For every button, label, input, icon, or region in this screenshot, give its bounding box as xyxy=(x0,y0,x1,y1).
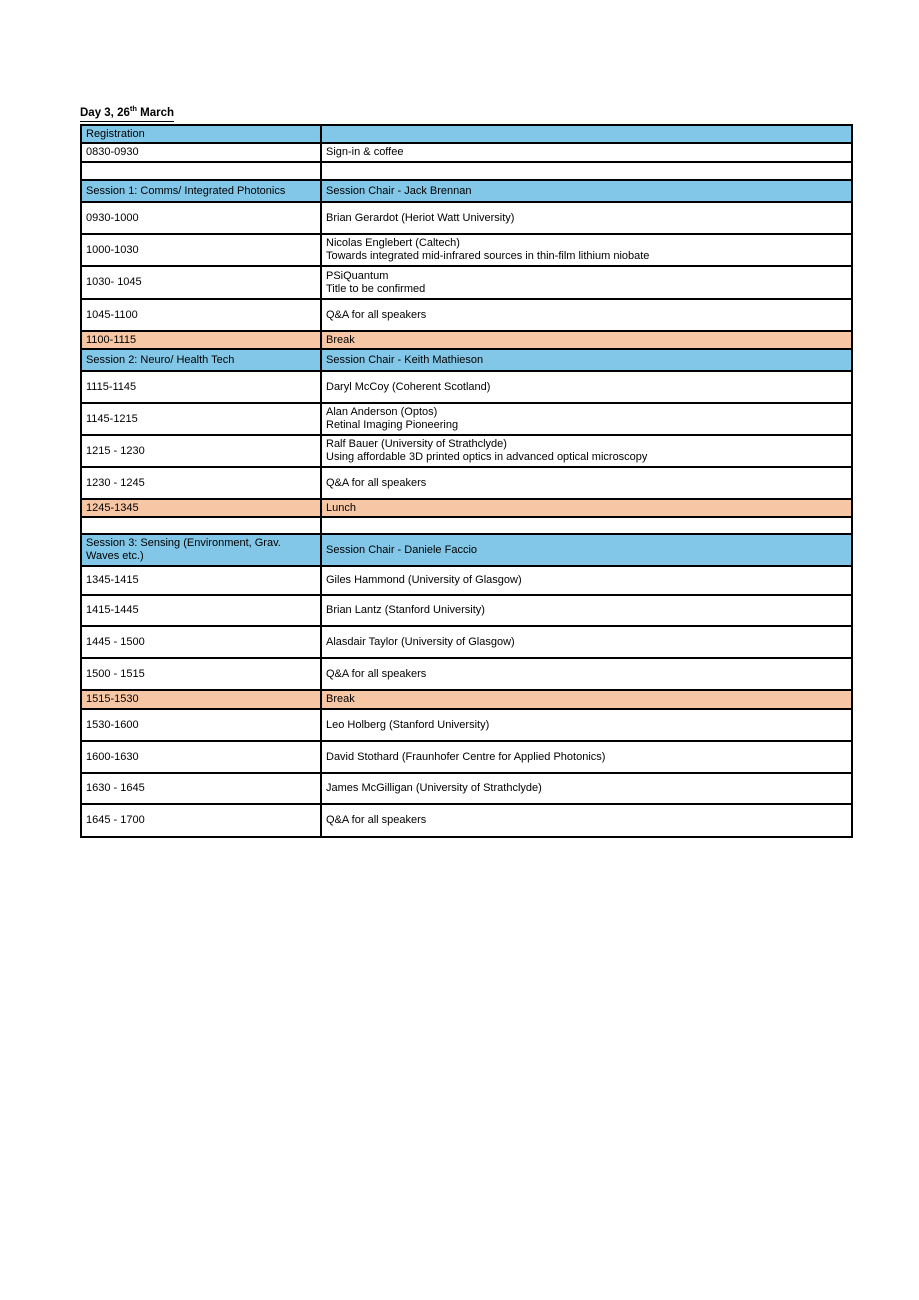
description-cell xyxy=(321,467,852,499)
schedule-row xyxy=(81,773,852,804)
session-header-row xyxy=(81,534,852,566)
time-cell: 1215 - 1230 xyxy=(81,435,321,467)
time-cell: 1630 - 1645 xyxy=(81,773,321,804)
description-cell xyxy=(321,566,852,595)
time-cell: 1030- 1045 xyxy=(81,266,321,299)
session-title-cell: Registration xyxy=(81,125,321,143)
schedule-row xyxy=(81,299,852,331)
description-cell xyxy=(321,266,852,299)
page-title-main: Day 3, 26 xyxy=(80,107,130,119)
schedule-row xyxy=(81,467,852,499)
description-cell xyxy=(321,499,852,517)
session-title-cell: Session 1: Comms/ Integrated Photonics xyxy=(81,180,321,202)
schedule-row xyxy=(81,626,852,658)
session-chair-cell: Session Chair - Jack Brennan xyxy=(321,180,852,202)
description-line: Retinal Imaging Pioneering xyxy=(326,419,459,431)
description-cell xyxy=(321,517,852,534)
time-cell: 1230 - 1245 xyxy=(81,467,321,499)
description-line: Alan Anderson (Optos) xyxy=(326,406,438,418)
description-line: David Stothard (Fraunhofer Centre for Applied Photonics) xyxy=(326,750,606,763)
time-cell: 1100-1115 xyxy=(81,331,321,349)
schedule-table xyxy=(80,124,853,838)
description-line: Q&A for all speakers xyxy=(326,667,427,680)
time-cell: 1045-1100 xyxy=(81,299,321,331)
time-cell: 0930-1000 xyxy=(81,202,321,234)
break-row xyxy=(81,499,852,517)
time-cell: 1145-1215 xyxy=(81,403,321,435)
description-line: Q&A for all speakers xyxy=(326,814,427,826)
time-cell: 1500 - 1515 xyxy=(81,658,321,690)
description-line: Sign-in & coffee xyxy=(326,146,404,158)
description-cell xyxy=(321,143,852,162)
schedule-row xyxy=(81,566,852,595)
time-cell xyxy=(81,517,321,534)
description-line: Towards integrated mid-infrared sources in thin-film lithium niobate xyxy=(326,250,650,262)
description-line: Leo Holberg (Stanford University) xyxy=(326,718,490,731)
schedule-row xyxy=(81,804,852,837)
time-cell: 1000-1030 xyxy=(81,234,321,266)
page-title-rest: March xyxy=(136,107,175,119)
description-cell xyxy=(321,331,852,349)
schedule-row xyxy=(81,371,852,403)
time-cell: 1245-1345 xyxy=(81,499,321,517)
schedule-row xyxy=(81,658,852,690)
time-cell: 1530-1600 xyxy=(81,709,321,741)
description-cell xyxy=(321,626,852,658)
schedule-row xyxy=(81,234,852,266)
description-line: Daryl McCoy (Coherent Scotland) xyxy=(326,380,491,393)
description-cell xyxy=(321,234,852,266)
time-cell: 1345-1415 xyxy=(81,566,321,595)
description-line: Q&A for all speakers xyxy=(326,308,427,321)
spacer-row xyxy=(81,517,852,534)
schedule-table-body xyxy=(81,125,852,837)
description-cell xyxy=(321,299,852,331)
break-row xyxy=(81,690,852,709)
description-cell xyxy=(321,202,852,234)
description-line: Title to be confirmed xyxy=(326,282,426,295)
time-cell: 1600-1630 xyxy=(81,741,321,773)
session-header-row xyxy=(81,125,852,143)
schedule-row xyxy=(81,709,852,741)
time-cell: 1445 - 1500 xyxy=(81,626,321,658)
description-line: Ralf Bauer (University of Strathclyde) xyxy=(326,438,507,450)
schedule-row xyxy=(81,143,852,162)
time-cell: 1515-1530 xyxy=(81,690,321,709)
description-line: Break xyxy=(326,693,355,705)
break-row xyxy=(81,331,852,349)
schedule-row xyxy=(81,403,852,435)
description-cell xyxy=(321,741,852,773)
description-line: Alasdair Taylor (University of Glasgow) xyxy=(326,635,515,648)
description-line: Q&A for all speakers xyxy=(326,476,427,489)
schedule-row xyxy=(81,266,852,299)
description-cell xyxy=(321,773,852,804)
description-cell xyxy=(321,595,852,626)
description-line: PSiQuantum xyxy=(326,269,389,282)
schedule-row xyxy=(81,435,852,467)
description-line: Using affordable 3D printed optics in advanced optical microscopy xyxy=(326,451,648,463)
description-cell xyxy=(321,162,852,180)
description-cell xyxy=(321,709,852,741)
schedule-row xyxy=(81,202,852,234)
session-title-cell: Session 3: Sensing (Environment, Grav. Waves etc.) xyxy=(81,534,321,566)
time-cell xyxy=(81,162,321,180)
session-header-row xyxy=(81,349,852,371)
session-chair-cell xyxy=(321,125,852,143)
session-header-row xyxy=(81,180,852,202)
description-cell xyxy=(321,371,852,403)
session-chair-cell: Session Chair - Keith Mathieson xyxy=(321,349,852,371)
page-title-superscript: th xyxy=(129,104,137,114)
spacer-row xyxy=(81,162,852,180)
schedule-page xyxy=(80,103,833,838)
description-cell xyxy=(321,435,852,467)
time-cell: 1415-1445 xyxy=(81,595,321,626)
description-line: Nicolas Englebert (Caltech) xyxy=(326,237,460,249)
description-line: Giles Hammond (University of Glasgow) xyxy=(326,574,522,586)
description-line: Brian Lantz (Stanford University) xyxy=(326,604,485,616)
page-title xyxy=(80,104,175,122)
description-line: Brian Gerardot (Heriot Watt University) xyxy=(326,211,515,224)
description-cell xyxy=(321,690,852,709)
session-title-cell: Session 2: Neuro/ Health Tech xyxy=(81,349,321,371)
schedule-row xyxy=(81,741,852,773)
time-cell: 1645 - 1700 xyxy=(81,804,321,837)
description-line: Lunch xyxy=(326,501,356,514)
time-cell: 1115-1145 xyxy=(81,371,321,403)
description-line: Break xyxy=(326,333,355,346)
description-line: James McGilligan (University of Strathclyde) xyxy=(326,782,542,794)
description-cell xyxy=(321,804,852,837)
time-cell: 0830-0930 xyxy=(81,143,321,162)
description-cell xyxy=(321,658,852,690)
description-cell xyxy=(321,403,852,435)
session-chair-cell: Session Chair - Daniele Faccio xyxy=(321,534,852,566)
schedule-row xyxy=(81,595,852,626)
